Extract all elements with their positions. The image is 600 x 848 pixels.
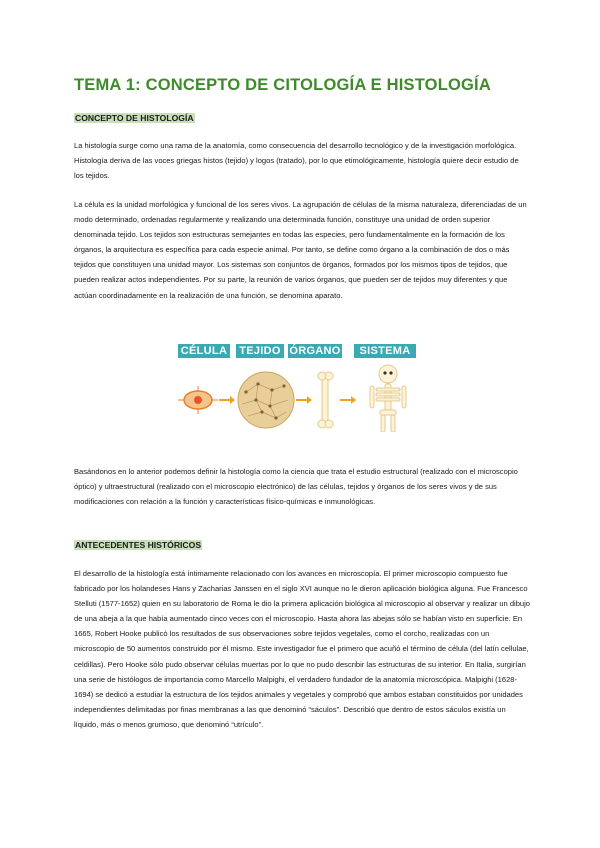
page-title: TEMA 1: CONCEPTO DE CITOLOGÍA E HISTOLOGÍA xyxy=(74,76,491,94)
tissue-illustration xyxy=(238,372,294,428)
section-heading-concepto: CONCEPTO DE HISTOLOGÍA xyxy=(75,113,194,123)
paragraph-historia: El desarrollo de la histología está íntimamente relacionado con los avances en microscopía. El primer microscopio compuesto fue fabricado por los holandeses Hans y Zacharias Janssen en el siglo XVI aunque no le dieron aplicación biológica alguna. Fue Francesco Stelluti (1577-1652) quien en su laboratorio de Roma le dio la primera aplicación biológica al microscopio al observar y realizar un dibujo de una abeja a la que había aumentado cinco veces con el microscopio. Hasta ahora las abejas sólo se habían visto en superficie. En 1665, Robert Hooke publicó los resultados de sus observaciones sobre tejidos vegetales, como el corcho, realizadas con un microscopio de 50 aumentos construido por él mismo. Este investigador fue el primero que acuñó el término de célula (del latín cellulae, celdillas). Pero Hooke sólo pudo observar células muertas por lo que no pudo describir las estructuras de su interior. En Italia, surgirían una serie de histólogos de importancia como Marcello Malpighi, el verdadero fundador de la anatomía microscópica. Malpighi (1628-1694) se dedicó a estudiar la estructura de los tejidos animales y vegetales y comprobó que ambos estaban constituidos por unidades independientes delimitadas por finas membranas a las que denominó “sáculos”. Describió que dentro de estos sáculos existía un líquido, más o menos grumoso, que denominó “utrículo”. xyxy=(74,569,530,729)
paragraph-celula: La célula es la unidad morfológica y funcional de los seres vivos. La agrupación de células de la misma naturaleza, diferenciadas de un modo determinado, ordenadas regularmente y realizando una determinada función, constituye una unidad de orden superior denominada tejido. Los tejidos son estructuras semejantes en todas las especies, pero fundamentalmente en la formación de los órganos, la arquitectura es específica para cada especie animal. Por tanto, se define como órgano a la combinación de dos o más tejidos que constituyen una unidad mayor. Los sistemas son conjuntos de órganos, formados por los mismos tipos de tejidos, que pueden realizar actos independientes. Por su parte, la reunión de varios órganos, que pueden ser de tejidos muy diferentes y que actúan coordinadamente en la realización de una función, se denomina aparato. xyxy=(74,200,527,300)
paragraph-definicion: Basándonos en lo anterior podemos definir la histología como la ciencia que trata el estudio estructural (realizado con el microscopio óptico) y ultraestructural (realizado con el microscopio electrónico) de las células, tejidos y órganos de los seres vivos y de sus modificaciones con relación a la función y características físico-químicas e inmunológicas. xyxy=(74,467,518,507)
bone-illustration xyxy=(318,372,333,428)
label-celula: CÉLULA xyxy=(178,344,230,358)
label-organo: ÓRGANO xyxy=(289,345,341,357)
paragraph-intro: La histología surge como una rama de la anatomía, como consecuencia del desarrollo tecnológico y de la investigación morfológica. Histología deriva de las voces griegas histos (tejido) y logos (tratado), por lo que etimológicamente, histología quiere decir estudio de los tejidos. xyxy=(74,141,519,181)
cell-illustration xyxy=(178,386,218,414)
skeleton-illustration xyxy=(370,365,406,432)
levels-figure xyxy=(176,340,426,432)
label-tejido: TEJIDO xyxy=(236,344,284,358)
label-sistema: SISTEMA xyxy=(354,344,416,358)
figure-labels xyxy=(176,340,426,358)
section-heading-antecedentes: ANTECEDENTES HISTÓRICOS xyxy=(75,540,202,550)
levels-illustration xyxy=(176,364,426,432)
